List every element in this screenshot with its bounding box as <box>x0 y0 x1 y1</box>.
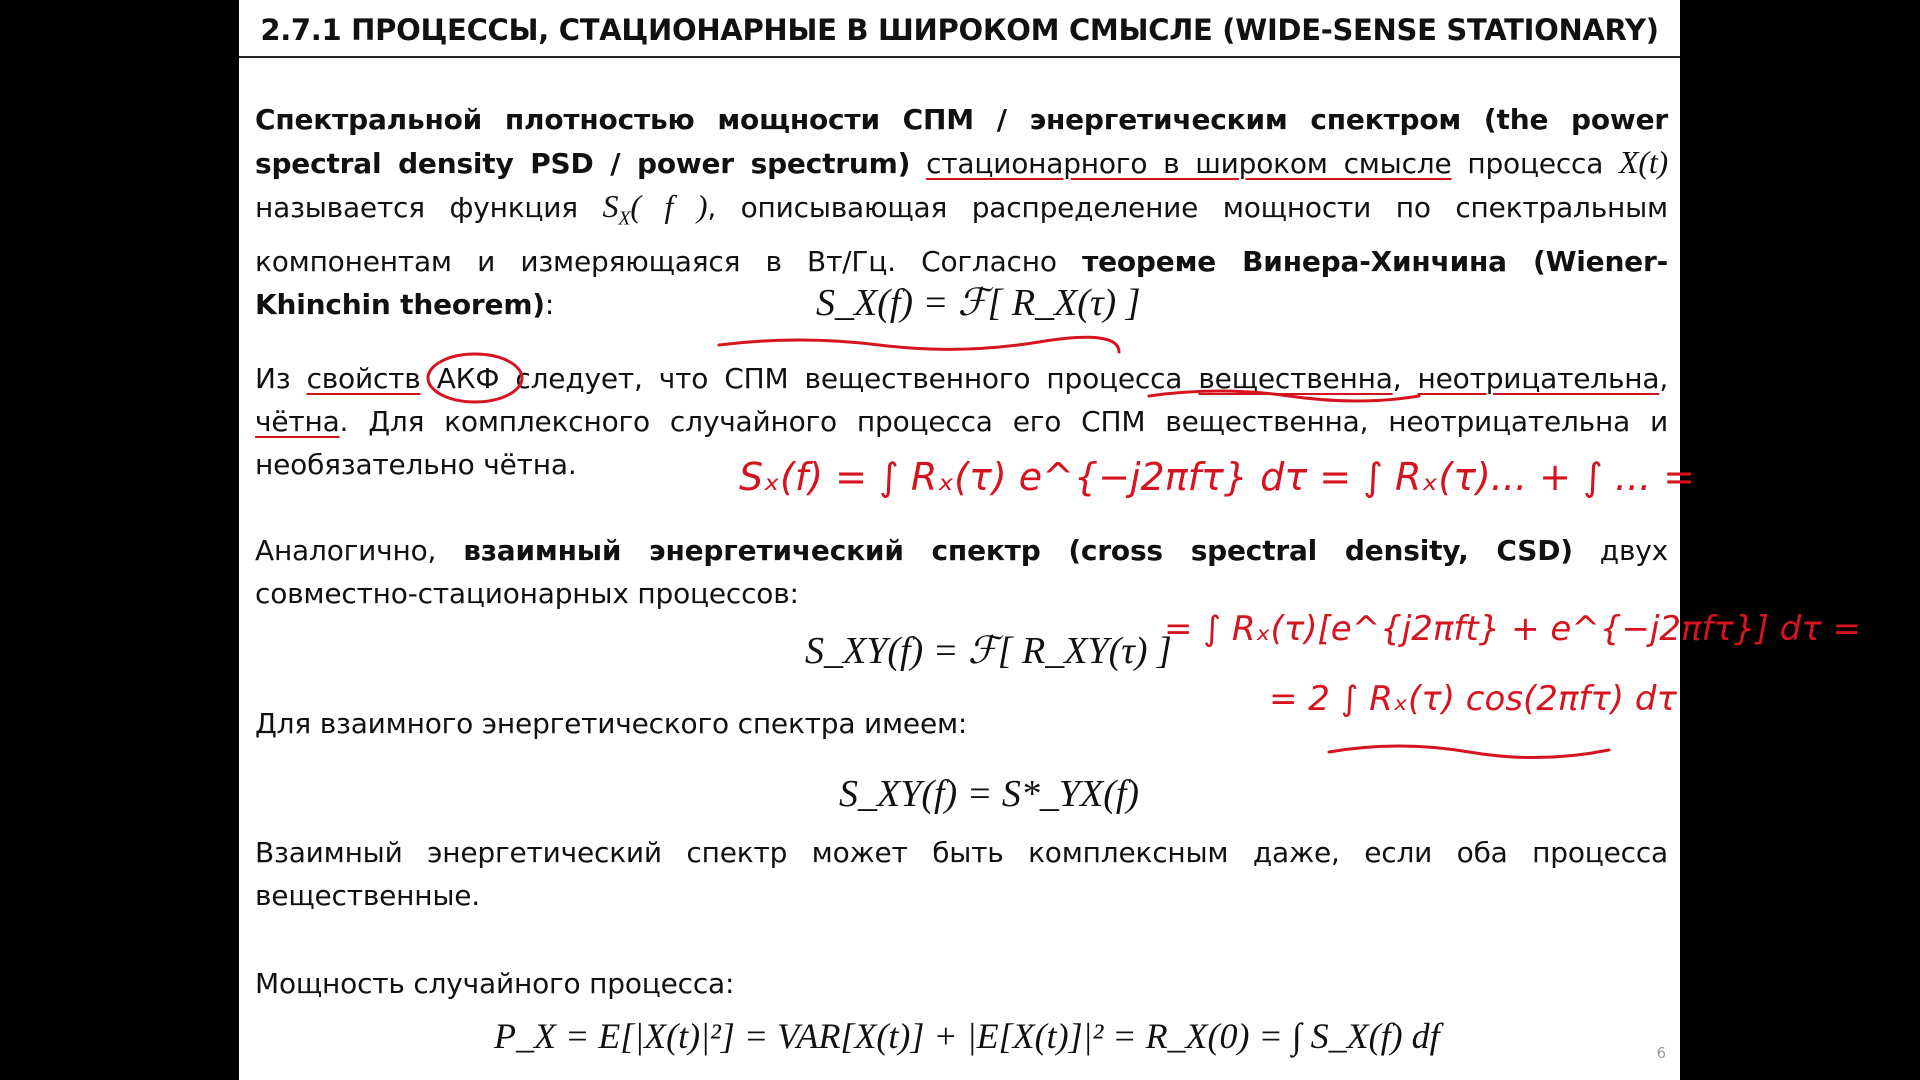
text-fragment: : <box>544 288 555 322</box>
title-divider <box>239 56 1680 58</box>
ink-line-2: = ∫ Rₓ(τ)[e^{j2πft} + e^{−j2πfτ}] dτ = <box>1164 609 1861 649</box>
var-x-t: X(t) <box>1619 144 1668 180</box>
formula-psd: S_X(f) = ℱ[ R_X(τ) ] <box>816 282 1141 324</box>
text-fragment: АКФ следует, что СПМ вещественного процесса <box>420 362 1199 395</box>
text-fragment: Аналогично, <box>255 534 464 567</box>
slide <box>239 0 1861 1080</box>
wiener-khinchin-term: теореме Винера-Хинчина (Wiener-Khinchin theorem) <box>255 245 1668 322</box>
page-number: 6 <box>1656 1044 1666 1062</box>
text-fragment: . Для комплексного случайного процесса его СПМ вещественна, неотрицательна и необязательно чётна. <box>255 405 1668 481</box>
text-fragment: называется функция <box>255 191 603 224</box>
var-s-sub: X <box>618 207 631 230</box>
formula-csd-conjugate: S_XY(f) = S*_YX(f) <box>839 773 1140 815</box>
var-s-arg: ( f ) <box>630 188 708 224</box>
var-s: S <box>602 188 619 224</box>
text-fragment: процесса <box>1451 147 1620 180</box>
result-wavy-underline <box>1329 746 1609 758</box>
ink-line-3: = 2 ∫ Rₓ(τ) cos(2πfτ) dτ <box>1269 679 1677 719</box>
csd-complex-paragraph: Взаимный энергетический спектр может быть комплексным даже, если оба процесса вещественные. <box>255 836 1668 912</box>
ink-line-1: Sₓ(f) = ∫ Rₓ(τ) e^{−j2πfτ} dτ = ∫ Rₓ(τ)... + ∫ ... = <box>739 455 1696 499</box>
csd-term: взаимный энергетический спектр (cross spectral density, CSD) <box>463 534 1573 567</box>
properties-underlined: свойств <box>306 362 421 395</box>
power-intro: Мощность случайного процесса: <box>255 967 735 1000</box>
text-fragment: , <box>1392 362 1418 395</box>
slide-title: 2.7.1 ПРОЦЕССЫ, СТАЦИОНАРНЫЕ В ШИРОКОМ СМЫСЛЕ (WIDE-SENSE STATIONARY) <box>260 13 1659 47</box>
even-underlined: чётна <box>255 405 340 438</box>
text-fragment: , <box>1659 362 1669 395</box>
text-fragment: , описывающая распределение мощности по спектральным компонентам и измеряющаяся в Вт/Гц. Согласно <box>255 191 1668 279</box>
formula-csd: S_XY(f) = ℱ[ R_XY(τ) ] <box>805 630 1172 672</box>
real-underlined: вещественна <box>1198 362 1393 395</box>
psd-properties-paragraph <box>255 357 1668 486</box>
text-fragment: Из <box>255 362 307 395</box>
wss-underlined: стационарного в широком смысле <box>926 147 1452 180</box>
nonnegative-underlined: неотрицательна <box>1417 362 1660 395</box>
psd-term: Спектральной плотностью мощности СПМ / энергетическим спектром (the power spectral density PSD / power spectrum) <box>255 103 1668 180</box>
formula-power: P_X = E[|X(t)|²] = VAR[X(t)] + |E[X(t)]|² = R_X(0) = ∫ S_X(f) df <box>494 1016 1440 1056</box>
formula1-wavy-underline <box>719 337 1119 352</box>
text-fragment: двух совместно-стационарных процессов: <box>255 534 1669 610</box>
var-s-x-f <box>602 188 708 230</box>
csd-property-intro: Для взаимного энергетического спектра имеем: <box>255 707 968 740</box>
csd-paragraph <box>255 529 1668 615</box>
